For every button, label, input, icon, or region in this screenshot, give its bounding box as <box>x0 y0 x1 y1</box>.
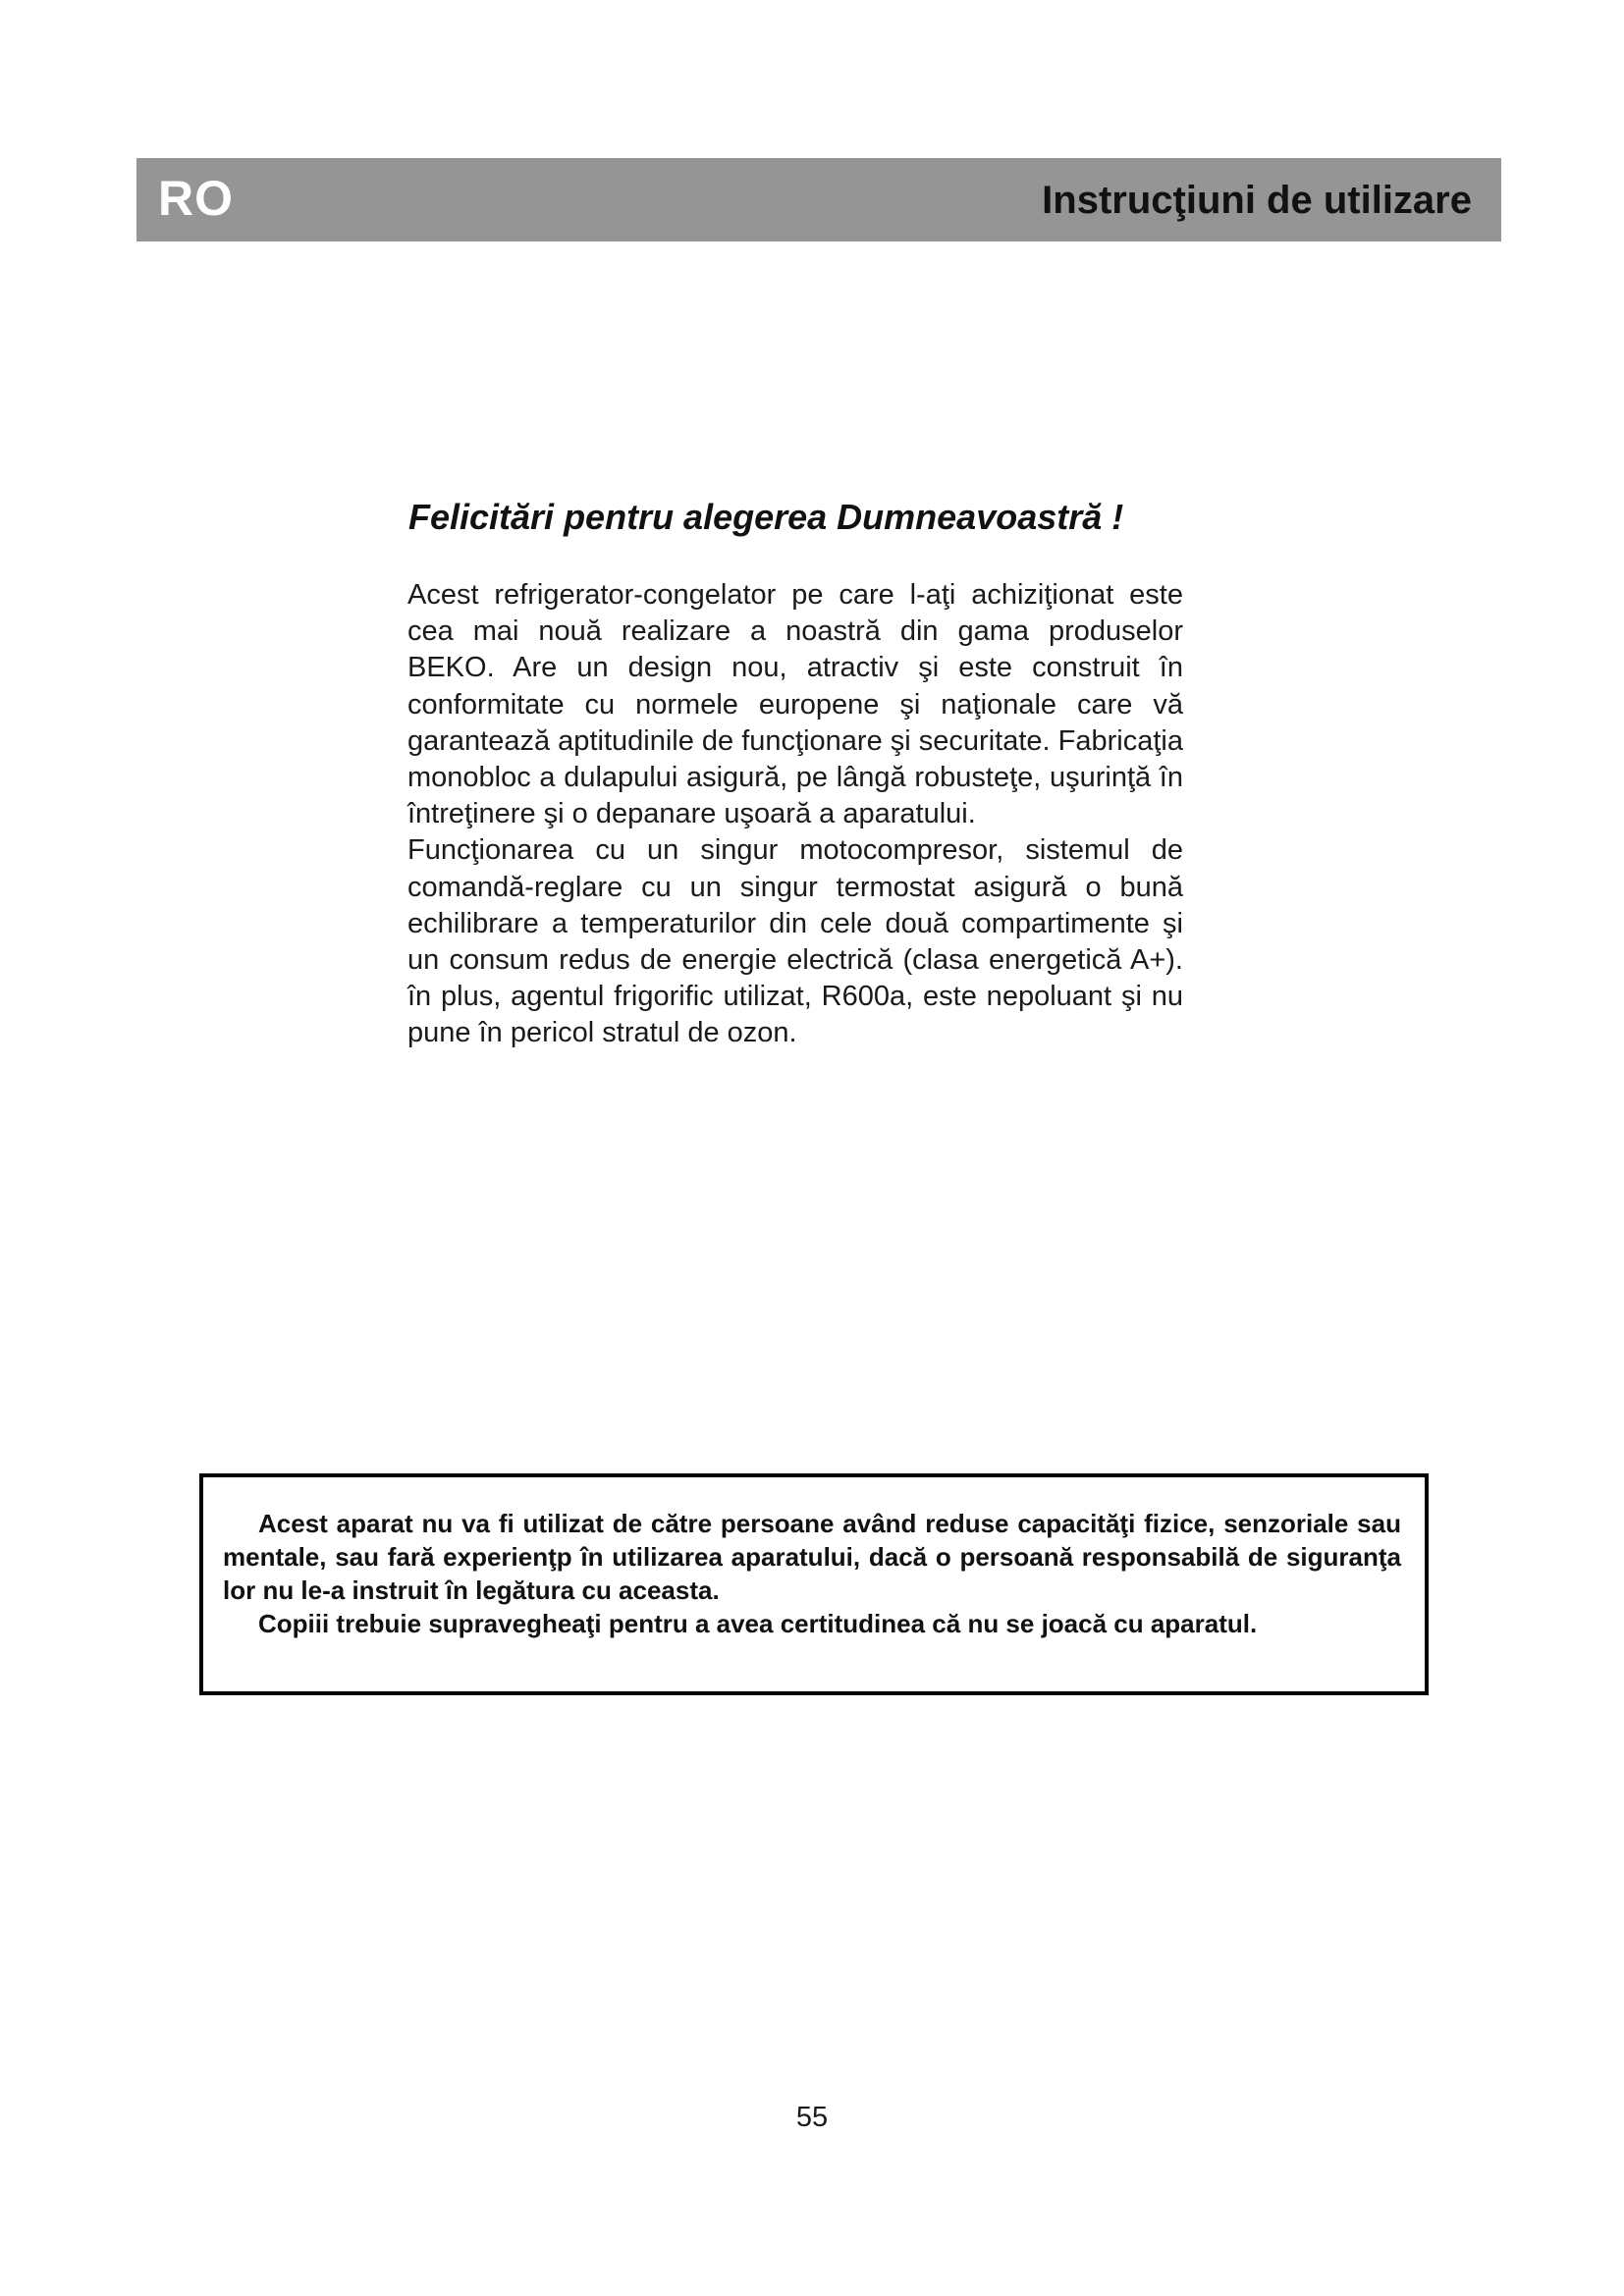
intro-paragraph: Funcţionarea cu un singur motocompresor, sistemul de comandă-reglare cu un singur termostat asigură o bună echilibrare a temperaturilor din cele două compartimente şi un consum redus de energie electrică (clasa energetică A+). în plus, agentul frigorific utilizat, R600a, este nepoluant şi nu pune în pericol stratul de ozon. <box>407 834 1183 1049</box>
header-bar <box>136 158 1501 241</box>
safety-warning-box <box>199 1473 1429 1695</box>
page-heading: Felicitări pentru alegerea Dumneavoastră ! <box>408 497 1124 537</box>
page-number: 55 <box>795 2102 829 2133</box>
intro-text <box>407 577 1183 1052</box>
intro-paragraph: Acest refrigerator-congelator pe care l-aţi achiziţionat este cea mai nouă realizare a noastră din gama produselor BEKO. Are un design nou, atractiv şi este construit în conformitate cu normele europene şi naţionale care vă garantează aptitudinile de funcţionare şi securitate. Fabricaţia monobloc a dulapului asigură, pe lângă robusteţe, uşurinţă în întreţinere şi o depanare uşoară a aparatului. <box>407 579 1183 830</box>
document-title: Instrucţiuni de utilizare <box>1042 179 1472 222</box>
warning-paragraph: Acest aparat nu va fi utilizat de către persoane având reduse capacităţi fizice, senzoriale sau mentale, sau fară experienţp în utilizarea aparatului, dacă o persoană responsabilă de siguranţa lor nu le-a instruit în legătura cu aceasta. <box>223 1509 1401 1605</box>
warning-paragraph: Copiii trebuie supravegheaţi pentru a avea certitudinea că nu se joacă cu aparatul. <box>258 1609 1258 1638</box>
language-code: RO <box>158 171 234 226</box>
